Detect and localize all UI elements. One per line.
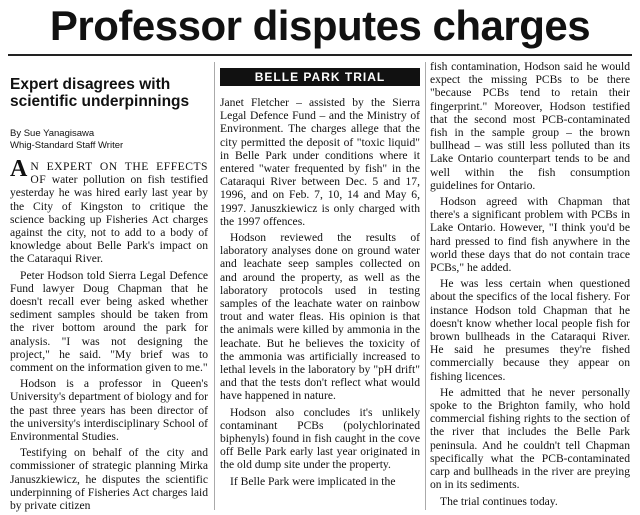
paragraph: fish contamination, Hodson said he would expect the missing PCBs to be there "because PCBs tend to retain their fingerprint." Moreover, Hodson testified that the second most PCB-contaminated fish in the sample group – the brown bullhead – was still less polluted than its Lake Ontario counterpart tends to be and well within the fish consumption guidelines for Ontario. (430, 60, 630, 192)
column-divider (214, 62, 215, 510)
lede-caps: N EXPERT ON THE EFFECTS OF (30, 160, 208, 187)
headline-rule (8, 54, 632, 56)
paragraph: Hodson agreed with Chapman that there's a significant problem with PCBs in Lake Ontario. However, "I think you'd be hard pressed to find fish anywhere in the world these days that do not contain trace PCBs," he added. (430, 195, 630, 275)
paragraph: Testifying on behalf of the city and commissioner of strategic planning Mirka Januszkiewicz, he disputes the scientific underpinning of Fisheries Act charges laid by private citizen (10, 446, 208, 513)
paragraph: Hodson also concludes it's unlikely contaminant PCBs (polychlorinated biphenyls) found in fish caught in the cove off Belle Park early last year originated in the old dump site under the property. (220, 405, 420, 472)
section-tag: BELLE PARK TRIAL (220, 68, 420, 86)
drop-cap: A (10, 156, 28, 182)
byline-author: By Sue Yanagisawa (10, 128, 95, 139)
paragraph: If Belle Park were implicated in the (230, 474, 396, 488)
lede-paragraph (10, 156, 208, 266)
paragraph: He was less certain when questioned about the specifics of the local fishery. For instance Hodson told Chapman that he doesn't know whether local people fish for brown bullheads in the Cataraqui River. He said he presumes they're fished commercially because they appear on fishing licences. (430, 277, 630, 383)
lede-text: water pollution on fish testified yesterday he was hired early last year by the City of Kingston to critique the science backing up Fisheries Act charges against the city, not to add to a body of knowledge about Belle Park's impact on the Cataraqui River. (10, 173, 208, 266)
paragraph: Janet Fletcher – assisted by the Sierra Legal Defence Fund – and the Ministry of Environment. The charges allege that the city permitted the deposit of "toxic liquid" in Belle Park under conditions where it entered "water frequented by fish" in the Cataraqui River between Dec. 5 and 17, 1996, and on Feb. 7, 10, 14 and May 6, 1997. Januszkiewicz is only charged with the 1997 offences. (220, 96, 420, 228)
headline: Professor disputes charges (49, 2, 591, 49)
column-2 (220, 96, 420, 491)
paragraph: Peter Hodson told Sierra Legal Defence Fund lawyer Doug Chapman that he doesn't recall ever being asked whether sediment samples should be taken from the river bottom around the park for analysis. "I was not designing the project," he said. "My brief was to comment on the information given to me." (10, 268, 208, 375)
paragraph: Hodson is a professor in Queen's University's department of biology and for the past three years has been director of the university's interdisciplinary School of Environmental Studies. (10, 377, 208, 444)
paragraph: Hodson reviewed the results of laboratory analyses done on ground water and leachate seep samples collected on and around the property, as well as the laboratory protocols used in testing samples of the leachate water on rainbow trout and water fleas. His opinion is that the animals were killed by ammonia in the leachate. But he believes the toxicity of the ammonia was artificially increased to lethal levels in the laboratory by "pH drift" and that the tests don't reflect what would have happened in nature. (220, 231, 420, 403)
column-3 (430, 60, 630, 511)
byline (10, 128, 208, 152)
column-1 (10, 60, 208, 515)
byline-org: Whig-Standard Staff Writer (10, 140, 124, 151)
deck-subheadline: Expert disagrees with scientific underpinnings (10, 76, 190, 110)
paragraph: He admitted that he never personally spoke to the Brighton family, who hold commercial fishing rights to the section of the river that includes the Belle Park peninsula. And he couldn't tell Chapman specifically what the PCB-contaminated carp and bullheads in the river are preying on in its sediments. (430, 385, 630, 492)
paragraph: The trial continues today. (440, 494, 558, 508)
column-divider (425, 62, 426, 510)
